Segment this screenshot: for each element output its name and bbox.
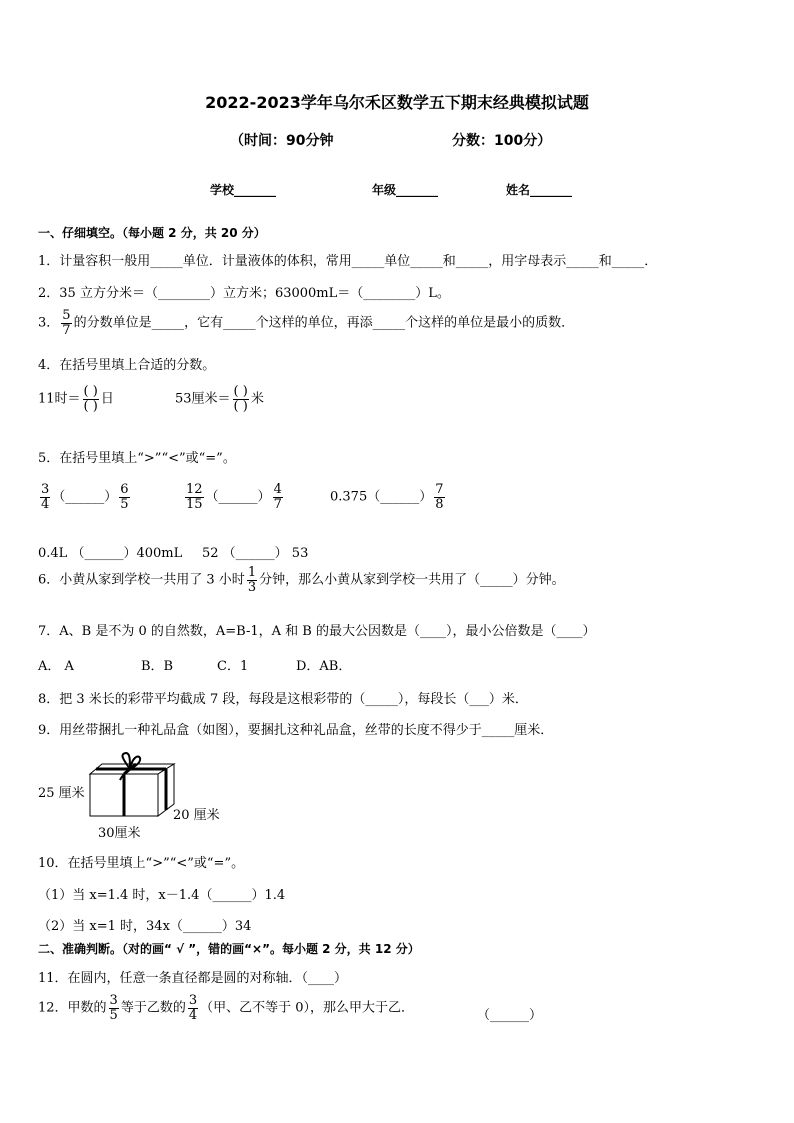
q5-compare-4: 0.4L （______）400mL (38, 546, 183, 561)
question-11: 11．在圆内，任意一条直径都是圆的对称轴．（____） (38, 971, 348, 986)
q5b-fraction-left (185, 483, 204, 511)
q5b-d2: 7 (273, 496, 282, 512)
q4a-numerator: ( ) (83, 384, 98, 399)
page-title: 2022-2023学年乌尔禾区数学五下期末经典模拟试题 (205, 93, 589, 112)
q6-a: 6．小黄从家到学校一共用了 3 小时 (38, 572, 245, 588)
q3-fraction (61, 309, 71, 337)
q12-c: （甲、乙不等于 0），那么甲大于乙． (200, 1000, 415, 1016)
q5a-fraction-left (40, 483, 50, 511)
section-1-heading: 一、仔细填空。（每小题 2 分，共 20 分） (38, 226, 266, 240)
q10-part-2: （2）当 x=1 时，34x（______）34 (38, 919, 252, 934)
q5-compare-3 (330, 483, 447, 511)
q3-numerator: 5 (62, 308, 71, 323)
q7-option-b: B．B (141, 659, 174, 674)
section-2-heading: 二、准确判断。（对的画“ √ ”，错的画“×”。每小题 2 分，共 12 分） (38, 942, 420, 956)
question-10: 10．在括号里填上“>”“<”或“=”。 (38, 856, 245, 871)
question-8: 8．把 3 米长的彩带平均截成 7 段，每段是这根彩带的（_____），每段长（___）米． (38, 692, 528, 707)
q12-b: 等于乙数的 (120, 1000, 186, 1016)
q12-blank: （______） (477, 1008, 543, 1023)
q7-option-a: A． A (38, 659, 74, 674)
grade-field: 年级_______ (372, 183, 439, 197)
q5a-n2: 6 (120, 482, 129, 497)
q4-part-a (38, 385, 114, 413)
box-height-label: 25 厘米 (38, 786, 85, 801)
question-3 (38, 309, 574, 337)
gift-box-figure (86, 752, 182, 824)
q12-fraction-1 (109, 994, 119, 1022)
question-5: 5．在括号里填上“>”“<”或“=”。 (38, 451, 236, 466)
q6-denominator: 3 (247, 579, 257, 595)
q5-compare-1 (38, 483, 132, 511)
q3-prefix: 3． (38, 315, 60, 331)
q4b-left: 53厘米＝ (175, 391, 231, 407)
name-field: 姓名_______ (506, 183, 573, 197)
q5b-d1: 15 (186, 496, 203, 512)
q12-n2: 3 (188, 993, 198, 1008)
q5a-fraction-right (119, 483, 129, 511)
question-2: 2．35 立方分米＝（________）立方米；63000mL＝（________）L。 (38, 286, 450, 301)
q4a-left: 11时＝ (38, 391, 81, 407)
q4a-denominator: ( ) (83, 398, 98, 414)
school-field: 学校_______ (210, 183, 277, 197)
q5a-d2: 5 (120, 496, 129, 512)
q12-n1: 3 (109, 993, 118, 1008)
q5-compare-5: 52 （______） 53 (202, 546, 309, 561)
q4b-right: 米 (250, 391, 264, 407)
q4b-fraction (233, 385, 249, 413)
q6-b: 分钟，那么小黄从家到学校一共用了（_____）分钟。 (259, 572, 565, 588)
q4-part-b (175, 385, 264, 413)
q3-denominator: 7 (62, 322, 71, 338)
box-width-label: 20 厘米 (173, 808, 220, 823)
q5c-left: 0.375 (330, 489, 368, 505)
q12-d2: 4 (188, 1007, 198, 1023)
question-4: 4．在括号里填上合适的分数。 (38, 358, 216, 373)
q4a-right: 日 (100, 391, 114, 407)
q5c-n2: 7 (435, 482, 444, 497)
question-9: 9．用丝带捆扎一种礼品盒（如图），要捆扎这种礼品盒，丝带的长度不得少于_____厘米． (38, 723, 554, 738)
q5b-blank: （______） (205, 489, 271, 505)
q5a-d1: 4 (41, 496, 50, 512)
q6-numerator: 1 (247, 565, 257, 580)
q5b-n2: 4 (273, 482, 282, 497)
q12-d1: 5 (109, 1007, 118, 1023)
q6-fraction (247, 566, 257, 594)
question-1: 1．计量容积一般用_____单位．计量液体的体积，常用_____单位_____和_____，用字母表示_____和_____． (38, 254, 658, 269)
exam-score: 分数：100分） (452, 133, 552, 149)
exam-time: （时间：90分钟 (230, 133, 334, 149)
q7-option-c: C．1 (217, 659, 249, 674)
q5b-n1: 12 (186, 482, 203, 497)
q5c-fraction-right (434, 483, 444, 511)
q7-option-d: D．AB． (296, 659, 352, 674)
q5b-fraction-right (273, 483, 283, 511)
q10-part-1: （1）当 x=1.4 时，x－1.4（______）1.4 (38, 888, 286, 903)
q12-a: 12．甲数的 (38, 1000, 107, 1016)
q4b-denominator: ( ) (233, 398, 248, 414)
q5-compare-2 (183, 483, 285, 511)
q3-text: 的分数单位是_____，它有_____个这样的单位，再添_____个这样的单位是最小的质数． (73, 315, 575, 331)
question-7: 7．A、B 是不为 0 的自然数，A=B-1，A 和 B 的最大公因数是（____），最小公倍数是（____） (38, 624, 596, 639)
q12-fraction-2 (188, 994, 198, 1022)
question-12 (38, 994, 414, 1022)
q4b-numerator: ( ) (233, 384, 248, 399)
q5c-d2: 8 (435, 496, 444, 512)
box-length-label: 30厘米 (98, 826, 141, 841)
q5c-blank: （______） (367, 489, 433, 505)
q5a-n1: 3 (41, 482, 50, 497)
question-6 (38, 566, 565, 594)
q4a-fraction (83, 385, 99, 413)
q5a-blank: （______） (52, 489, 118, 505)
